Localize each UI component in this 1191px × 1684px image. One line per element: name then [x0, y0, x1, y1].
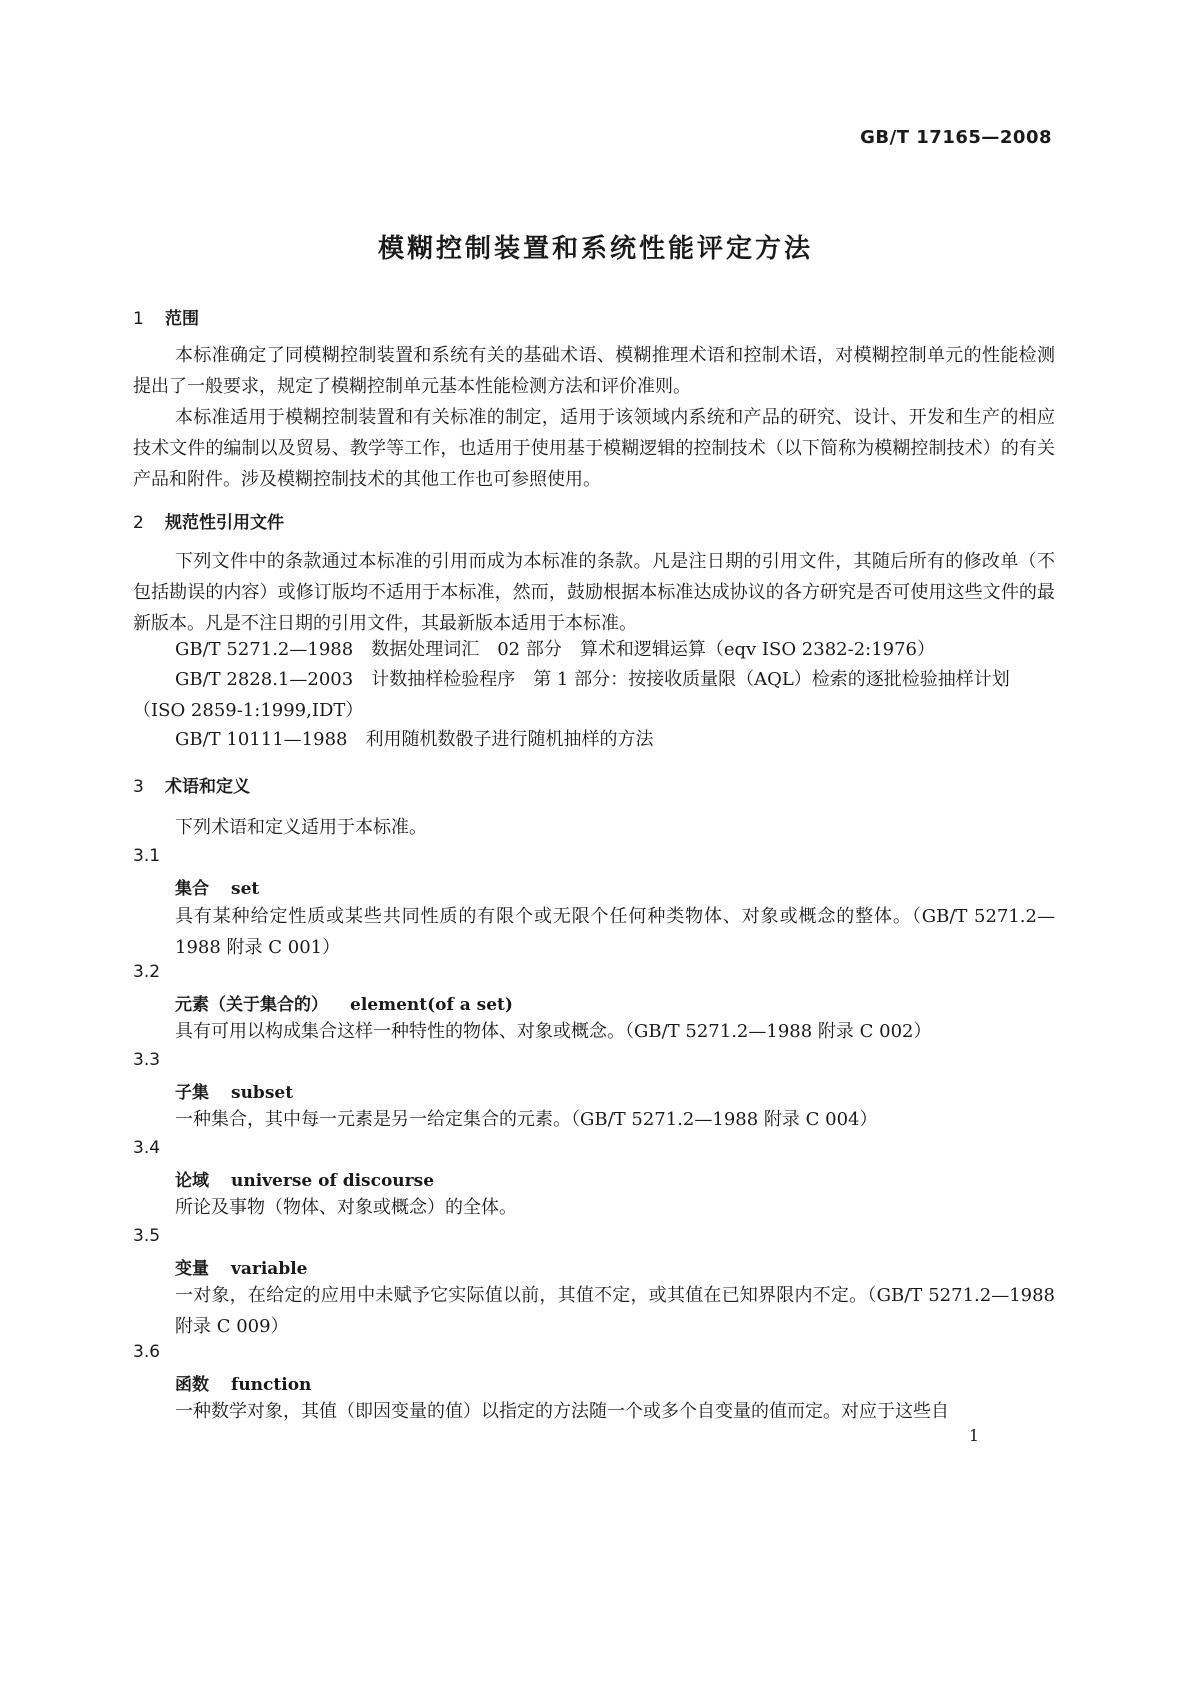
term-english: universe of discourse — [231, 1171, 435, 1191]
term-name — [175, 1078, 293, 1103]
term-chinese: 函数 — [175, 1375, 209, 1395]
section-title: 范围 — [165, 309, 199, 329]
term-name — [175, 1254, 307, 1279]
section-1-heading — [133, 304, 199, 329]
term-number: 3.6 — [133, 1342, 161, 1362]
reference-item: GB/T 10111—1988 利用随机数骰子进行随机抽样的方法 — [175, 729, 654, 750]
standard-number: GB/T 17165—2008 — [860, 127, 1052, 148]
term-chinese: 元素（关于集合的） — [175, 995, 328, 1015]
term-definition: 一种数学对象，其值（即因变量的值）以指定的方法随一个或多个自变量的值而定。对应于这些自 — [175, 1401, 949, 1422]
term-chinese: 子集 — [175, 1083, 209, 1103]
term-definition: 具有可用以构成集合这样一种特性的物体、对象或概念。（GB/T 5271.2—1988 附录 C 002） — [175, 1021, 932, 1042]
section-3-heading — [133, 772, 250, 797]
section-2-heading — [133, 508, 284, 533]
section-title: 规范性引用文件 — [165, 513, 284, 533]
page-number: 1 — [968, 1426, 979, 1445]
section-number: 2 — [133, 513, 144, 533]
term-english: variable — [231, 1259, 308, 1279]
section-number: 1 — [133, 309, 144, 329]
term-number: 3.1 — [133, 846, 161, 866]
term-chinese: 集合 — [175, 879, 209, 899]
scope-paragraph: 本标准确定了同模糊控制装置和系统有关的基础术语、模糊推理术语和控制术语，对模糊控制单元的性能检测提出了一般要求，规定了模糊控制单元基本性能检测方法和评价准则。 — [133, 345, 1055, 397]
term-number: 3.2 — [133, 962, 161, 982]
scope-paragraph: 本标准适用于模糊控制装置和有关标准的制定，适用于该领域内系统和产品的研究、设计、开发和生产的相应技术文件的编制以及贸易、教学等工作，也适用于使用基于模糊逻辑的控制技术（以下简称为模糊控制技术）的有关产品和附件。涉及模糊控制技术的其他工作也可参照使用。 — [133, 407, 1055, 490]
term-chinese: 变量 — [175, 1259, 209, 1279]
term-number: 3.4 — [133, 1138, 161, 1158]
term-english: set — [231, 879, 260, 899]
reference-item: GB/T 2828.1—2003 计数抽样检验程序 第 1 部分：按接收质量限（AQL）检索的逐批检验抽样计划（ISO 2859-1:1999,IDT） — [133, 669, 1010, 721]
term-chinese: 论域 — [175, 1171, 209, 1191]
document-title: 模糊控制装置和系统性能评定方法 — [377, 234, 813, 264]
normative-intro: 下列文件中的条款通过本标准的引用而成为本标准的条款。凡是注日期的引用文件，其随后所有的修改单（不包括勘误的内容）或修订版均不适用于本标准，然而，鼓励根据本标准达成协议的各方研究是否可使用这些文件的最新版本。凡是不注日期的引用文件，其最新版本适用于本标准。 — [133, 551, 1055, 634]
term-name — [175, 1370, 311, 1395]
term-name — [175, 990, 513, 1015]
term-definition: 所论及事物（物体、对象或概念）的全体。 — [175, 1197, 517, 1218]
term-english: element(of a set) — [350, 995, 513, 1015]
term-definition — [133, 901, 1055, 963]
term-name — [175, 874, 259, 899]
term-name — [175, 1166, 434, 1191]
term-definition — [133, 1280, 1055, 1342]
term-definition-text: 一对象，在给定的应用中未赋予它实际值以前，其值不定，或其值在已知界限内不定。（GB/T 5271.2—1988 附录 C 009） — [175, 1285, 1055, 1337]
term-number: 3.3 — [133, 1050, 161, 1070]
terms-intro: 下列术语和定义适用于本标准。 — [175, 817, 427, 838]
term-english: function — [231, 1375, 312, 1395]
term-number: 3.5 — [133, 1226, 161, 1246]
reference-item: GB/T 5271.2—1988 数据处理词汇 02 部分 算术和逻辑运算（eqv ISO 2382-2:1976） — [175, 639, 936, 660]
section-title: 术语和定义 — [165, 777, 250, 797]
term-definition: 一种集合，其中每一元素是另一给定集合的元素。（GB/T 5271.2—1988 附录 C 004） — [175, 1109, 878, 1130]
term-definition-text: 具有某种给定性质或某些共同性质的有限个或无限个任何种类物体、对象或概念的整体。（GB/T 5271.2—1988 附录 C 001） — [175, 906, 1055, 958]
section-number: 3 — [133, 777, 144, 797]
term-english: subset — [231, 1083, 294, 1103]
